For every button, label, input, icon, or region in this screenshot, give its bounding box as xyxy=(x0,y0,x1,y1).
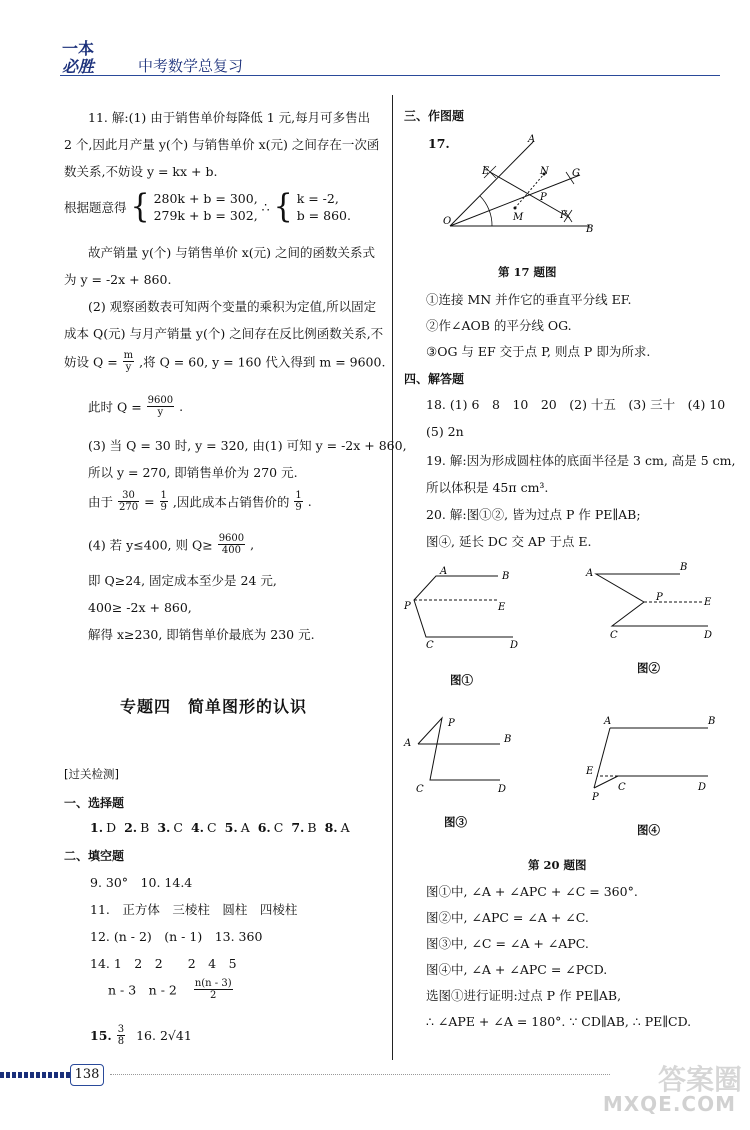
q11-line14 xyxy=(88,533,254,556)
page-number: 138 xyxy=(70,1064,104,1086)
mc-letter: A xyxy=(240,820,250,835)
figure-1 xyxy=(398,562,528,654)
f15-pre: 15. xyxy=(90,1028,112,1043)
mc-letter: C xyxy=(173,820,183,835)
frac-den: 9 xyxy=(295,502,302,513)
frac-num: 1 xyxy=(160,490,167,501)
q19-line2: 所以体积是 45π cm³. xyxy=(426,480,549,495)
frac-num: 9600 xyxy=(147,395,174,406)
watermark-logo: 答案圈 xyxy=(657,1063,742,1096)
q11-line2: 2 个,因此月产量 y(个) 与销售单价 x(元) 之间存在一次函 xyxy=(64,137,380,152)
line13-post: ,因此成本占销售价的 xyxy=(172,494,290,510)
mc-answer xyxy=(90,820,116,835)
fig3-caption: 图③ xyxy=(444,815,467,829)
line9-post: ,将 Q = 60, y = 160 代入得到 m = 9600. xyxy=(139,354,386,370)
mc-answer xyxy=(325,820,350,835)
f4-e: E xyxy=(586,766,594,777)
sys1-a: 280k + b = 300, xyxy=(153,191,258,206)
line14-post: , xyxy=(250,537,255,552)
fill-9-10: 9. 30° 10. 14.4 xyxy=(90,875,193,890)
line13-end: . xyxy=(307,494,312,509)
fraction-1-9 xyxy=(160,490,168,513)
label-a: A xyxy=(528,134,536,145)
result-1: 图①中, ∠A + ∠APC + ∠C = 360°. xyxy=(426,884,638,899)
series-title: 中考数学总复习 xyxy=(138,57,244,75)
f2-p: P xyxy=(656,592,663,603)
frac-den: 2 xyxy=(210,990,217,1001)
point-m xyxy=(514,207,517,210)
step-1: ①连接 MN 并作它的垂直平分线 EF. xyxy=(426,292,632,307)
q17-number: 17. xyxy=(428,136,450,151)
f1-c: C xyxy=(426,640,434,651)
line-ef xyxy=(490,172,570,218)
q11-line3: 数关系,不妨设 y = kx + b. xyxy=(64,164,218,179)
q11-line15: 即 Q≥24, 固定成本至少是 24 元, xyxy=(88,573,277,588)
line13-pre: 由于 xyxy=(88,494,114,510)
label-o: O xyxy=(443,216,452,227)
fig2-path xyxy=(596,574,708,626)
mc-number: 6. xyxy=(257,820,271,835)
q11-line10 xyxy=(88,395,183,418)
section-drawing: 三、作图题 xyxy=(404,109,465,123)
section-choice: 一、选择题 xyxy=(64,796,125,810)
figure-2 xyxy=(580,558,720,654)
f2-d: D xyxy=(704,630,713,641)
fraction-m-over-y xyxy=(123,350,134,373)
fig20-caption: 第 20 题图 xyxy=(528,858,587,872)
fill-15-16 xyxy=(90,1024,192,1047)
frac-den: 400 xyxy=(221,545,241,556)
q11-line5: 故产销量 y(个) 与销售单价 x(元) 之间的函数关系式 xyxy=(88,245,376,260)
label-b: B xyxy=(586,224,594,235)
figure-17 xyxy=(440,130,600,245)
left-brace: { xyxy=(130,187,150,226)
q11-line9 xyxy=(64,350,385,373)
mc-number: 4. xyxy=(190,820,205,835)
arc xyxy=(480,196,492,226)
f1-b: B xyxy=(502,571,510,582)
mc-letter: B xyxy=(307,820,317,835)
label-p: P xyxy=(540,192,547,203)
equals: = xyxy=(144,494,155,509)
f14b-pre: n - 3 n - 2 xyxy=(108,982,177,998)
line9-pre: 妨设 Q = xyxy=(64,354,118,370)
system-intro: 根据题意得 xyxy=(64,200,127,215)
label-g: G xyxy=(572,168,580,179)
system-2 xyxy=(297,190,351,224)
frac-den: y xyxy=(125,362,132,373)
mc-letter: C xyxy=(273,820,284,835)
q11-line8: 成本 Q(元) 与月产销量 y(个) 之间存在反比例函数关系,不 xyxy=(64,326,384,341)
frac-den: 9 xyxy=(160,502,167,513)
frac-num: 30 xyxy=(118,490,139,502)
mc-answer xyxy=(258,820,284,835)
line10-post: . xyxy=(179,399,184,414)
f3-c: C xyxy=(416,784,424,795)
mc-number: 8. xyxy=(324,820,338,835)
mc-number: 5. xyxy=(224,820,238,835)
f2-b: B xyxy=(680,562,688,573)
fill-14a: 14. 1 2 2 2 4 5 xyxy=(90,956,237,971)
fig4-ap xyxy=(594,728,610,788)
q11-line7: (2) 观察函数表可知两个变量的乘积为定值,所以固定 xyxy=(88,299,377,314)
q11-line11: (3) 当 Q = 30 时, y = 320, 由(1) 可知 y = -2x + 860, xyxy=(88,438,407,453)
logo-line1: 一本 xyxy=(62,39,95,58)
q11-line1: 11. 解:(1) 由于销售单价每降低 1 元,每月可多售出 xyxy=(88,110,371,125)
frac-num: n(n - 3) xyxy=(194,978,232,989)
sys2-b: b = 860. xyxy=(296,208,351,223)
frac-den: y xyxy=(157,407,164,418)
fraction-1-9-b xyxy=(294,490,302,513)
footer-dots xyxy=(0,1072,72,1078)
fig2-caption: 图② xyxy=(637,661,660,675)
figure-4 xyxy=(580,712,720,802)
fig17-caption: 第 17 题图 xyxy=(498,265,557,279)
mc-letter: B xyxy=(140,820,150,835)
column-divider xyxy=(392,95,393,1060)
sys2-a: k = -2, xyxy=(296,191,339,206)
mc-answer xyxy=(225,820,250,835)
q20-line2: 图④, 延长 DC 交 AP 于点 E. xyxy=(426,534,592,549)
f3-d: D xyxy=(498,784,507,795)
step-3: ③OG 与 EF 交于点 P, 则点 P 即为所求. xyxy=(426,344,651,359)
mc-number: 1. xyxy=(90,820,104,835)
fraction-3-8 xyxy=(117,1024,125,1047)
left-brace-2: { xyxy=(273,187,293,226)
f1-e: E xyxy=(498,602,506,613)
q18-line2: (5) 2n xyxy=(426,424,464,439)
header-rule xyxy=(60,75,720,76)
fraction-9600-400 xyxy=(218,533,245,556)
fraction-30-270 xyxy=(118,490,139,513)
q11-line13 xyxy=(88,490,312,513)
fill-11: 11. 正方体 三棱柱 圆柱 四棱柱 xyxy=(90,902,298,917)
fig3-path xyxy=(418,718,500,780)
f4-c: C xyxy=(618,782,626,793)
frac-den: 8 xyxy=(117,1036,125,1047)
frac-den: 270 xyxy=(119,502,139,513)
section-solve: 四、解答题 xyxy=(404,372,465,386)
footer-rule xyxy=(110,1074,610,1075)
fraction-n-n-3-over-2 xyxy=(194,978,233,1001)
label-m: M xyxy=(513,212,524,223)
f4-b: B xyxy=(708,716,716,727)
f2-c: C xyxy=(610,630,618,641)
mc-letter: D xyxy=(106,820,117,835)
q11-line6: 为 y = -2x + 860. xyxy=(64,272,172,287)
f2-a: A xyxy=(586,568,594,579)
mc-number: 2. xyxy=(124,820,138,835)
f1-d: D xyxy=(510,640,519,651)
watermark-url: MXQE.COM xyxy=(602,1092,736,1116)
section-fill: 二、填空题 xyxy=(64,849,125,863)
mc-letter: A xyxy=(340,820,350,835)
fig4-caption: 图④ xyxy=(637,823,660,837)
fig1-caption: 图① xyxy=(450,673,473,687)
result-4: 图④中, ∠A + ∠APC = ∠PCD. xyxy=(426,962,608,977)
logo xyxy=(62,40,94,76)
system-1 xyxy=(154,190,258,224)
q20-line1: 20. 解:图①②, 皆为过点 P 作 PE∥AB; xyxy=(426,507,641,522)
mc-number: 3. xyxy=(157,820,171,835)
f4-a: A xyxy=(604,716,612,727)
label-f: F xyxy=(560,210,567,221)
f16: 16. 2√41 xyxy=(136,1028,192,1043)
fill-12-13: 12. (n - 2) (n - 1) 13. 360 xyxy=(90,929,263,944)
f3-p: P xyxy=(448,718,455,729)
label-n: N xyxy=(540,166,549,177)
q19-line1: 19. 解:因为形成圆柱体的底面半径是 3 cm, 高是 5 cm, xyxy=(426,453,736,468)
q11-line16: 400≥ -2x + 860, xyxy=(88,600,192,615)
fraction-9600-over-y xyxy=(147,395,174,418)
fill-14b xyxy=(108,978,234,1001)
frac-num: 3 xyxy=(117,1024,125,1035)
q11-system: 根据题意得 { 280k + b = 300, 279k + b = 302, ∴ { k = -2, b = 860. xyxy=(64,187,351,226)
figure-3 xyxy=(398,710,528,800)
mc-number: 7. xyxy=(291,820,305,835)
line10-pre: 此时 Q = xyxy=(88,399,142,415)
sys1-b: 279k + b = 302, xyxy=(153,208,258,223)
f1-p: P xyxy=(404,601,411,612)
f3-a: A xyxy=(404,738,412,749)
label-e: E xyxy=(482,166,490,177)
frac-num: 9600 xyxy=(218,533,245,544)
f2-e: E xyxy=(704,597,712,608)
f3-b: B xyxy=(504,734,512,745)
mc-answer xyxy=(291,820,316,835)
mc-answer xyxy=(157,820,183,835)
result-3: 图③中, ∠C = ∠A + ∠APC. xyxy=(426,936,589,951)
mc-letter: C xyxy=(207,820,217,835)
mc-answer xyxy=(191,820,217,835)
mc-answer xyxy=(124,820,149,835)
q11-line12: 所以 y = 270, 即销售单价为 270 元. xyxy=(88,465,298,480)
fig4-pc xyxy=(594,776,618,788)
check-label: [过关检测] xyxy=(64,767,119,781)
proof-2: ∴ ∠APE + ∠A = 180°. ∵ CD∥AB, ∴ PE∥CD. xyxy=(426,1014,692,1029)
step-2: ②作∠AOB 的平分线 OG. xyxy=(426,318,572,333)
frac-num: m xyxy=(123,350,134,361)
proof-1: 选图①进行证明:过点 P 作 PE∥AB, xyxy=(426,988,622,1003)
f4-d: D xyxy=(698,782,707,793)
line14-pre: (4) 若 y≤400, 则 Q≥ xyxy=(88,537,213,553)
f4-p: P xyxy=(592,792,599,802)
result-2: 图②中, ∠APC = ∠A + ∠C. xyxy=(426,910,589,925)
q18-line1: 18. (1) 6 8 10 20 (2) 十五 (3) 三十 (4) 10 xyxy=(426,397,726,412)
mc-answers xyxy=(90,820,358,835)
q11-line17: 解得 x≥230, 即销售单价最底为 230 元. xyxy=(88,627,315,642)
frac-num: 1 xyxy=(295,490,302,501)
f1-a: A xyxy=(440,566,448,577)
section-title: 专题四 简单图形的认识 xyxy=(120,697,308,716)
logo-line2: 必胜 xyxy=(62,57,95,76)
